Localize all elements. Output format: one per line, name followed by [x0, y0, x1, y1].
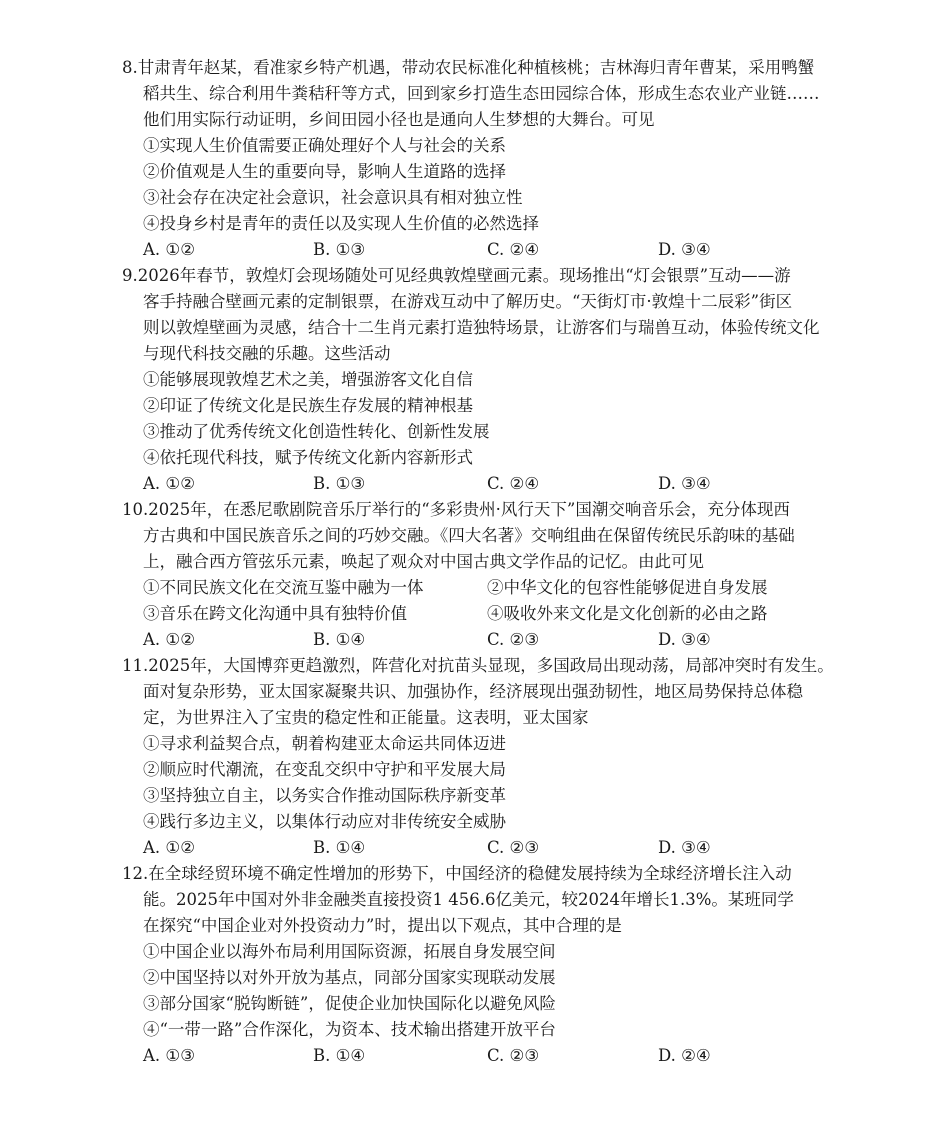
statement-option: ④践行多边主义，以集体行动应对非传统安全威胁 [143, 812, 506, 831]
statement-option: ③音乐在跨文化沟通中具有独特价值 [143, 604, 407, 623]
answer-choice-b: B. ①④ [313, 1046, 366, 1065]
statement-option: ①不同民族文化在交流互鉴中融为一体 [143, 578, 424, 597]
question-stem-line: 方古典和中国民族音乐之间的巧妙交融。《四大名著》交响组曲在保留传统民乐韵味的基础 [143, 526, 795, 545]
statement-option: ④依托现代科技，赋予传统文化新内容新形式 [143, 448, 473, 467]
answer-choice-c: C. ②④ [487, 240, 540, 259]
question-stem-line: 上，融合西方管弦乐元素，唤起了观众对中国古典文学作品的记忆。由此可见 [143, 552, 704, 571]
statement-option: ②印证了传统文化是民族生存发展的精神根基 [143, 396, 473, 415]
question-stem-line: 在探究“中国企业对外投资动力”时，提出以下观点，其中合理的是 [143, 916, 622, 935]
statement-option: ②价值观是人生的重要向导，影响人生道路的选择 [143, 162, 506, 181]
statement-option: ④吸收外来文化是文化创新的必由之路 [487, 604, 768, 623]
statement-option: ③社会存在决定社会意识，社会意识具有相对独立性 [143, 188, 523, 207]
answer-choice-b: B. ①④ [313, 838, 366, 857]
statement-option: ③推动了优秀传统文化创造性转化、创新性发展 [143, 422, 490, 441]
statement-option: ②顺应时代潮流，在变乱交织中守护和平发展大局 [143, 760, 506, 779]
statement-option: ②中华文化的包容性能够促进自身发展 [487, 578, 768, 597]
answer-choice-d: D. ③④ [658, 474, 711, 493]
statement-option: ④“一带一路”合作深化，为资本、技术输出搭建开放平台 [143, 1020, 556, 1039]
statement-option: ①寻求利益契合点，朝着构建亚太命运共同体迈进 [143, 734, 506, 753]
answer-choice-c: C. ②④ [487, 474, 540, 493]
answer-choice-d: D. ③④ [658, 630, 711, 649]
question-stem-line: 12.在全球经贸环境不确定性增加的形势下，中国经济的稳健发展持续为全球经济增长注入动 [122, 864, 792, 883]
question-stem-line: 9.2026年春节，敦煌灯会现场随处可见经典敦煌壁画元素。现场推出“灯会银票”互动——游 [122, 266, 791, 285]
answer-choice-c: C. ②③ [487, 1046, 540, 1065]
question-stem-line: 则以敦煌壁画为灵感，结合十二生肖元素打造独特场景，让游客们与瑞兽互动，体验传统文化 [143, 318, 820, 337]
statement-option: ③坚持独立自主，以务实合作推动国际秩序新变革 [143, 786, 506, 805]
question-stem-line: 与现代科技交融的乐趣。这些活动 [143, 344, 391, 363]
statement-option: ①能够展现敦煌艺术之美，增强游客文化自信 [143, 370, 473, 389]
question-stem-line: 定，为世界注入了宝贵的稳定性和正能量。这表明，亚太国家 [143, 708, 589, 727]
statement-option: ③部分国家“脱钩断链”，促使企业加快国际化以避免风险 [143, 994, 556, 1013]
statement-option: ①实现人生价值需要正确处理好个人与社会的关系 [143, 136, 506, 155]
statement-option: ④投身乡村是青年的责任以及实现人生价值的必然选择 [143, 214, 539, 233]
answer-choice-b: B. ①④ [313, 630, 366, 649]
answer-choice-a: A. ①③ [143, 1046, 195, 1065]
answer-choice-b: B. ①③ [313, 240, 366, 259]
answer-choice-d: D. ③④ [658, 838, 711, 857]
answer-choice-a: A. ①② [143, 474, 195, 493]
question-stem-line: 客手持融合壁画元素的定制银票，在游戏互动中了解历史。“天街灯市·敦煌十二辰彩”街区 [143, 292, 793, 311]
statement-option: ②中国坚持以对外开放为基点，同部分国家实现联动发展 [143, 968, 556, 987]
question-stem-line: 面对复杂形势，亚太国家凝聚共识、加强协作，经济展现出强劲韧性，地区局势保持总体稳 [143, 682, 803, 701]
question-stem-line: 能。2025年中国对外非金融类直接投资1 456.6亿美元，较2024年增长1.3%。某班同学 [143, 890, 794, 909]
question-stem-line: 他们用实际行动证明，乡间田园小径也是通向人生梦想的大舞台。可见 [143, 110, 655, 129]
answer-choice-a: A. ①② [143, 630, 195, 649]
answer-choice-a: A. ①② [143, 240, 195, 259]
question-stem-line: 11.2025年，大国博弈更趋激烈，阵营化对抗苗头显现，多国政局出现动荡，局部冲突时有发生。 [122, 656, 834, 675]
question-stem-line: 稻共生、综合利用牛粪秸秆等方式，回到家乡打造生态田园综合体，形成生态农业产业链…… [143, 84, 820, 103]
answer-choice-a: A. ①② [143, 838, 195, 857]
answer-choice-c: C. ②③ [487, 838, 540, 857]
statement-option: ①中国企业以海外布局利用国际资源，拓展自身发展空间 [143, 942, 556, 961]
answer-choice-d: D. ③④ [658, 240, 711, 259]
answer-choice-b: B. ①③ [313, 474, 366, 493]
question-stem-line: 8.甘肃青年赵某，看准家乡特产机遇，带动农民标准化种植核桃；吉林海归青年曹某，采用鸭蟹 [122, 58, 815, 77]
answer-choice-d: D. ②④ [658, 1046, 711, 1065]
question-stem-line: 10.2025年，在悉尼歌剧院音乐厅举行的“多彩贵州·风行天下”国潮交响音乐会，充分体现西 [122, 500, 790, 519]
answer-choice-c: C. ②③ [487, 630, 540, 649]
